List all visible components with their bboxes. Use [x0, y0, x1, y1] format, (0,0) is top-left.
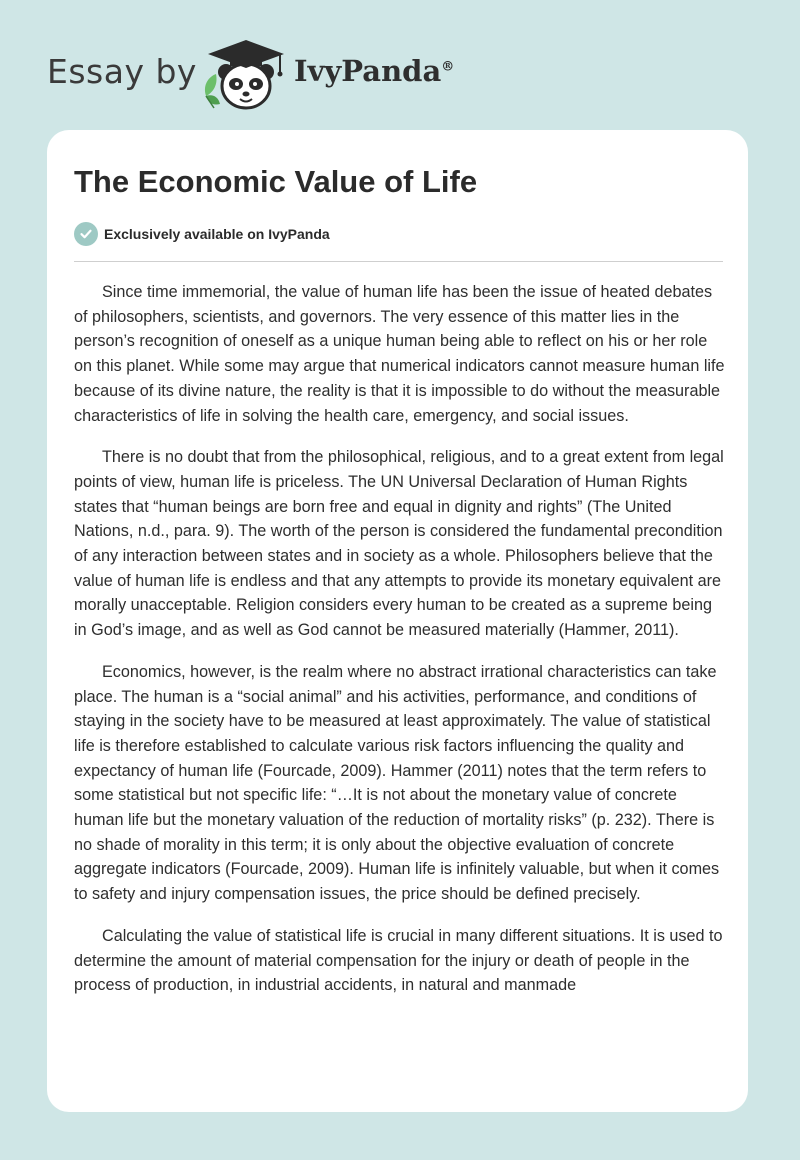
- site-header: [0, 0, 800, 130]
- badge-text: Exclusively available on IvyPanda: [104, 226, 330, 242]
- essay-by-label: Essay by: [47, 52, 197, 91]
- registered-mark: ®: [441, 59, 455, 75]
- essay-body: [74, 280, 726, 1015]
- exclusive-badge: [74, 221, 330, 247]
- paragraph: Since time immemorial, the value of human life has been the issue of heated debates of philosophers, scientists, and governors. The very essence of this matter lies in the person’s recognition of oneself as a unique human being able to reflect on his or her role on this planet. While some may argue that numerical indicators cannot measure human life because of its divine nature, the reality is that it is impossible to do without the measurable characteristics of life in solving the health care, emergency, and social issues.: [74, 283, 725, 425]
- essay-card: [47, 130, 748, 1112]
- brand-name: IvyPanda: [294, 54, 442, 88]
- divider: [74, 261, 723, 262]
- panda-graduation-cap-icon: [200, 34, 294, 114]
- paragraph: Economics, however, is the realm where no abstract irrational characteristics can take place. The human is a “social animal” and his activities, performance, and conditions of staying in the society have to be measured at least approximately. The value of statistical life is therefore established to calculate various risk factors influencing the quality and expectancy of human life (Fourcade, 2009). Hammer (2011) notes that the term refers to some statistical but not specific life: “…It is not about the monetary value of concrete human life but the monetary valuation of the reduction of mortality risks” (p. 232). There is no shade of morality in this term; it is only about the objective evaluation of concrete aggregate indicators (Fourcade, 2009). Human life is infinitely valuable, but when it comes to safety and injury compensation issues, the price should be defined precisely.: [74, 662, 720, 904]
- page-title: The Economic Value of Life: [74, 164, 478, 199]
- checkmark-icon: [74, 222, 98, 246]
- paragraph: Calculating the value of statistical life is crucial in many different situations. It is used to determine the amount of material compensation for the injury or death of people in the process of production, in industrial accidents, in natural and manmade: [74, 926, 723, 995]
- brand-logo-text[interactable]: [294, 54, 454, 88]
- paragraph: There is no doubt that from the philosophical, religious, and to a great extent from legal points of view, human life is priceless. The UN Universal Declaration of Human Rights states that “human beings are born free and equal in dignity and rights” (The United Nations, n.d., para. 9). The worth of the person is considered the fundamental precondition of any interaction between states and in society as a whole. Philosophers believe that the value of human life is endless and that any attempts to provide its monetary equivalent are morally unacceptable. Religion considers every human to be created as a supreme being in God’s image, and as well as God cannot be measured materially (Hammer, 2011).: [74, 448, 724, 640]
